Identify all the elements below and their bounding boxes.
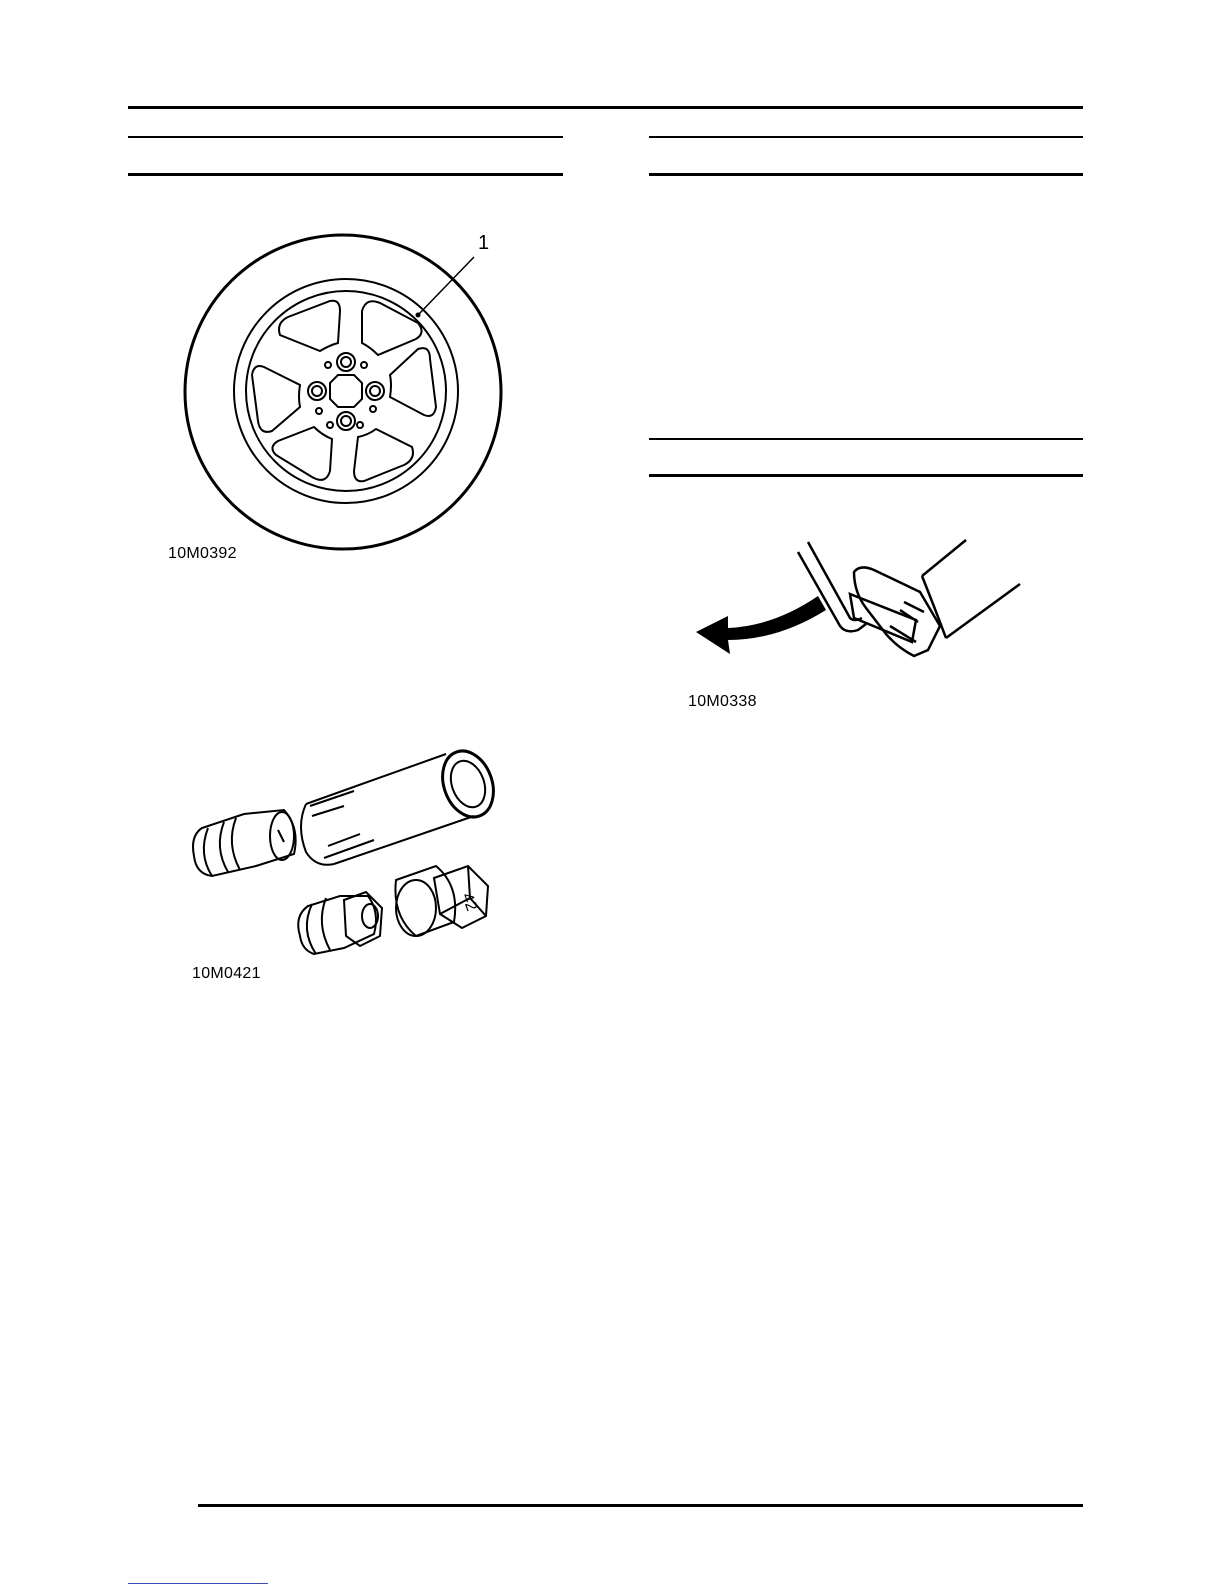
pedal-illustration (690, 530, 1030, 670)
wheel-illustration (180, 225, 510, 555)
right-section-rule-top (649, 136, 1083, 138)
right-section2-rule-bottom (649, 474, 1083, 477)
left-section-rule-bottom (128, 173, 563, 176)
wheel-figure-code: 10M0392 (168, 545, 237, 562)
wheel-callout-number: 1 (478, 232, 490, 254)
right-section-rule-bottom (649, 173, 1083, 176)
locking-nut-illustration (184, 736, 504, 986)
locking-nut-figure-code: 10M0421 (192, 965, 261, 982)
page-header-rule (128, 106, 1083, 109)
right-section2-rule-top (649, 438, 1083, 440)
left-section-rule-top (128, 136, 563, 138)
page-footer-rule (198, 1504, 1083, 1507)
pedal-figure-code: 10M0338 (688, 693, 757, 710)
svg-text:42: 42 (457, 890, 481, 914)
